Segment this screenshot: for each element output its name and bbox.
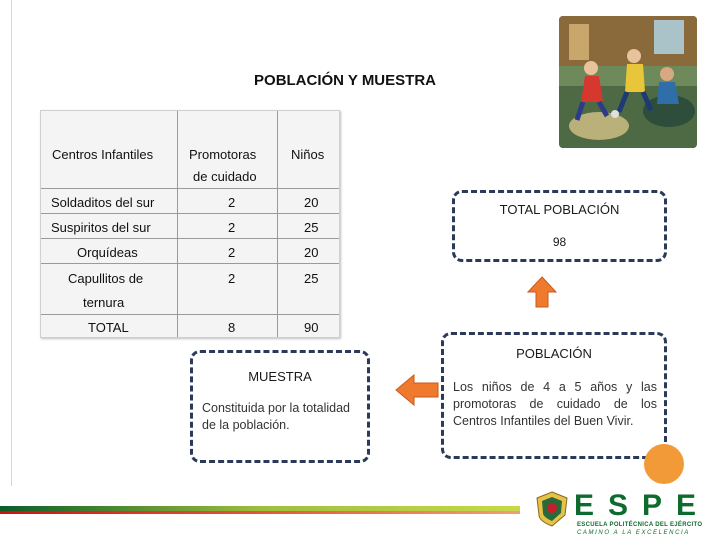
sample-description: Constituida por la totalidad de la población. [202, 401, 351, 432]
table-divider-h4 [41, 263, 339, 264]
row-4-promoters: 2 [228, 271, 236, 286]
row-4-children: 25 [304, 271, 319, 286]
row-3-children: 20 [304, 245, 319, 260]
population-box [441, 332, 667, 459]
header-ninos: Niños [291, 147, 325, 162]
population-description: Los niños de 4 a 5 años y las promotoras de cuidado de los Centros Infantiles del Buen Vivir. [453, 380, 657, 428]
slide-title: POBLACIÓN Y MUESTRA [254, 72, 436, 89]
row-4-name-line2: ternura [83, 295, 125, 310]
row-total-promoters: 8 [228, 320, 236, 335]
arrow-left-icon [394, 373, 440, 407]
row-1-name: Soldaditos del sur [51, 195, 155, 210]
header-centros: Centros Infantiles [52, 147, 154, 162]
table-divider-v1 [177, 111, 178, 337]
espe-logo-tagline: CAMINO A LA EXCELENCIA [577, 530, 690, 536]
table-divider-v2 [277, 111, 278, 337]
footer-stripe-red [0, 511, 520, 514]
arrow-up-icon [526, 275, 558, 309]
espe-logo-subtitle: ESCUELA POLITÉCNICA DEL EJÉRCITO [577, 522, 703, 528]
header-promotoras: Promotoras [189, 147, 257, 162]
decorative-orange-circle [644, 444, 684, 484]
table-divider-h1 [41, 188, 339, 189]
row-total-children: 90 [304, 320, 319, 335]
espe-crest-icon [535, 491, 569, 527]
header-promotoras-line2: de cuidado [193, 169, 257, 184]
population-label: POBLACIÓN [516, 346, 592, 361]
population-table [40, 110, 340, 338]
total-population-box [452, 190, 667, 262]
row-3-promoters: 2 [228, 245, 236, 260]
espe-logo-text: ESPE [574, 489, 711, 522]
table-divider-h5 [41, 314, 339, 315]
table-divider-h3 [41, 238, 339, 239]
table-divider-h2 [41, 213, 339, 214]
row-4-name: Capullitos de [68, 271, 144, 286]
row-2-name: Suspiritos del sur [51, 220, 151, 235]
sample-label: MUESTRA [248, 369, 312, 384]
total-population-label: TOTAL POBLACIÓN [499, 202, 620, 217]
row-3-name: Orquídeas [77, 245, 138, 260]
sample-box [190, 350, 370, 463]
row-2-children: 25 [304, 220, 319, 235]
row-total-name: TOTAL [88, 320, 129, 335]
row-1-children: 20 [304, 195, 319, 210]
slide-left-border [11, 0, 12, 488]
children-illustration [559, 16, 697, 148]
total-population-value: 98 [552, 235, 567, 249]
row-2-promoters: 2 [228, 220, 236, 235]
row-1-promoters: 2 [228, 195, 236, 210]
